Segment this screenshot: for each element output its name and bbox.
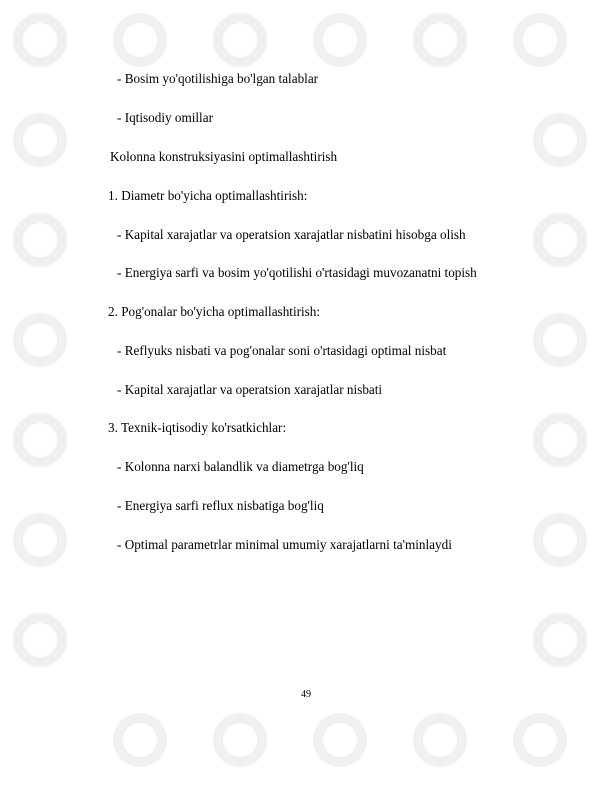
watermark-row-1: [18, 18, 562, 62]
bullet-line: - Iqtisodiy omillar: [117, 110, 213, 125]
bullet-line: - Kapital xarajatlar va operatsion xarajatlar nisbatini hisobga olish: [117, 227, 466, 242]
watermark-row-5: [18, 418, 582, 462]
page-number: 49: [301, 689, 311, 700]
numbered-heading: 1. Diametr bo'yicha optimallashtirish:: [108, 188, 308, 203]
bullet-line: - Energiya sarfi va bosim yo'qotilishi o'rtasidagi muvozanatni topish: [117, 265, 477, 280]
bullet-line: - Kolonna narxi balandlik va diametrga bog'liq: [117, 459, 364, 474]
numbered-heading: 2. Pog'onalar bo'yicha optimallashtirish:: [108, 304, 321, 319]
bullet-line: - Reflyuks nisbati va pog'onalar soni o'rtasidagi optimal nisbat: [117, 343, 447, 358]
bullet-line: - Energiya sarfi reflux nisbatiga bog'liq: [117, 498, 324, 513]
bullet-line: - Kapital xarajatlar va operatsion xarajatlar nisbati: [117, 382, 383, 397]
numbered-heading: 3. Texnik-iqtisodiy ko'rsatkichlar:: [108, 420, 287, 435]
section-heading: Kolonna konstruksiyasini optimallashtirish: [110, 149, 338, 164]
bullet-line: - Optimal parametrlar minimal umumiy xarajatlarni ta'minlaydi: [117, 537, 452, 552]
bullet-line: - Bosim yo'qotilishiga bo'lgan talablar: [117, 71, 319, 86]
